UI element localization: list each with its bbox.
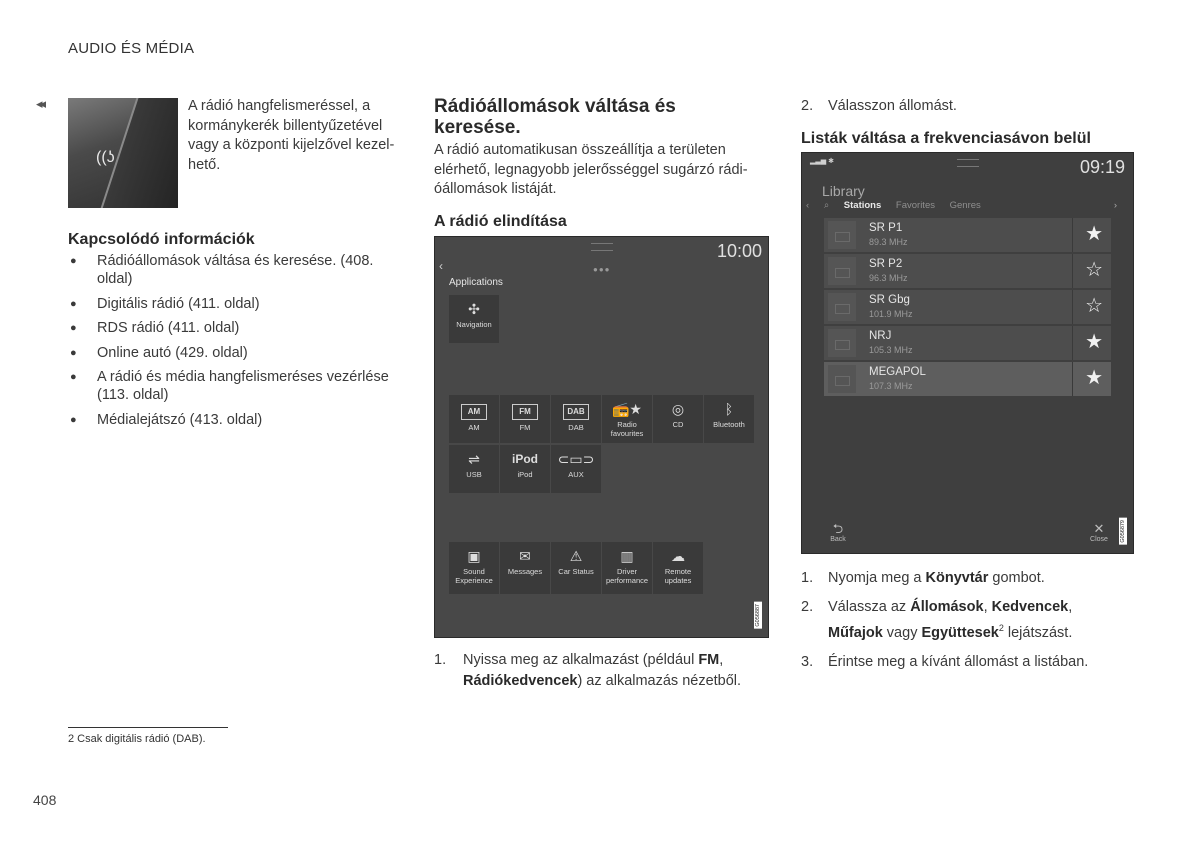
- station-row[interactable]: MEGAPOL 107.3 MHz ★: [824, 362, 1111, 396]
- am-radio-icon: AM: [461, 404, 487, 420]
- app-tile-car-status[interactable]: ⚠ Car Status: [551, 542, 601, 594]
- search-icon[interactable]: ⌕: [823, 200, 830, 211]
- back-button[interactable]: ⮌ Back: [820, 522, 856, 543]
- bullet-icon: ●: [70, 322, 77, 334]
- drag-handle-icon[interactable]: [957, 159, 979, 167]
- figure-code: G056879: [1120, 520, 1126, 543]
- back-arrow-icon: ⮌: [832, 521, 844, 536]
- related-link[interactable]: ● RDS rádió (411. oldal): [70, 320, 240, 336]
- related-link[interactable]: ● A rádió és média hangfelismeréses vezérlése (113. oldal): [70, 369, 389, 403]
- app-tile-ipod[interactable]: iPod iPod: [500, 445, 550, 493]
- app-tile-remote-updates[interactable]: ☁ Remote updates: [653, 542, 703, 594]
- related-info-list: [68, 252, 408, 435]
- step-choose-list: 2. Válassza az Állomások, Kedvencek, Műfajok vagy Együttesek$^2$ lejátszást.: [801, 599, 1073, 641]
- favorite-star-icon[interactable]: ☆: [1085, 295, 1103, 317]
- step-number: 2.: [801, 98, 814, 114]
- page-number: 408: [33, 792, 57, 808]
- step-select-station: 2. Válasszon állomást.: [801, 96, 1131, 117]
- applications-label: Applications: [449, 277, 503, 288]
- station-thumb-icon: [828, 329, 856, 357]
- bar-chart-icon: ▥: [620, 548, 634, 564]
- previous-page-icon[interactable]: ◂◂: [36, 96, 44, 111]
- bullet-icon: ●: [70, 297, 77, 310]
- section-header: AUDIO ÉS MÉDIA: [68, 40, 195, 57]
- app-tile-bluetooth[interactable]: ᛒ Bluetooth: [704, 395, 754, 443]
- station-thumb-icon: [828, 257, 856, 285]
- favorite-star-icon[interactable]: ★: [1085, 223, 1103, 245]
- voice-control-icon: ((ʖ: [96, 149, 115, 166]
- app-tile-radio-favourites[interactable]: 📻★ Radio favourites: [602, 395, 652, 443]
- favorite-star-icon[interactable]: ★: [1085, 367, 1103, 389]
- footnote: 2 Csak digitális rádió (DAB).: [68, 733, 206, 745]
- station-thumb-icon: [828, 365, 856, 393]
- aux-cable-icon: ⊂▭⊃: [557, 451, 595, 467]
- app-tile-usb[interactable]: ⇌ USB: [449, 445, 499, 493]
- tab-favorites[interactable]: Favorites: [895, 200, 935, 211]
- close-icon: ✕: [1093, 521, 1105, 536]
- clock: 09:19: [1079, 157, 1125, 177]
- tab-stations[interactable]: Stations: [843, 200, 882, 211]
- app-tile-sound-experience[interactable]: ▣ Sound Experience: [449, 542, 499, 594]
- figure-code: G056887: [755, 604, 761, 627]
- library-title: Library: [822, 183, 865, 199]
- library-steps: [801, 568, 1131, 681]
- cd-icon: ◎: [671, 401, 685, 417]
- section-body: A rádió automatikusan összeállítja a területen elérhető, legnagyobb jelerősséggel sugárzó rádióállomások listáját.: [434, 142, 748, 197]
- tab-genres[interactable]: Genres: [949, 200, 981, 211]
- library-screenshot: [801, 152, 1134, 554]
- speaker-icon: ▣: [467, 548, 481, 564]
- back-chevron-icon[interactable]: ‹: [439, 259, 443, 273]
- clock: 10:00: [716, 241, 762, 261]
- station-thumb-icon: [828, 293, 856, 321]
- app-tile-cd[interactable]: ◎ CD: [653, 395, 703, 443]
- app-tile-am[interactable]: AM AM: [449, 395, 499, 443]
- app-tile-aux[interactable]: ⊂▭⊃ AUX: [551, 445, 601, 493]
- step-open-app: 1. Nyissa meg az alkalmazást (például FM, Rádiókedvencek) az alkalmazás nézetből.: [434, 652, 742, 689]
- app-tile-messages[interactable]: ✉ Messages: [500, 542, 550, 594]
- bullet-icon: ●: [70, 413, 77, 426]
- ipod-icon: iPod: [512, 452, 538, 466]
- fm-radio-icon: FM: [512, 404, 538, 420]
- section-title: Rádióállomások váltása és keresése.: [434, 96, 676, 138]
- station-row[interactable]: NRJ 105.3 MHz ★: [824, 326, 1111, 360]
- favorite-star-icon[interactable]: ★: [1085, 331, 1103, 353]
- dab-radio-icon: DAB: [563, 404, 589, 420]
- step-number: 1.: [434, 652, 447, 668]
- back-chevron-icon[interactable]: ‹: [806, 200, 810, 211]
- app-view-screenshot: [434, 236, 769, 638]
- page-indicator-icon: ●●●: [593, 265, 611, 274]
- navigation-icon: ✣: [468, 301, 480, 317]
- station-row[interactable]: SR P1 89.3 MHz ★: [824, 218, 1111, 252]
- usb-icon: ⇌: [468, 451, 480, 467]
- library-tabs: [806, 200, 1129, 211]
- footnote-divider: [68, 727, 228, 728]
- related-link[interactable]: ● Online autó (429. oldal): [70, 344, 248, 361]
- step-press-library: 1. Nyomja meg a Könyvtár gombot.: [801, 570, 1045, 586]
- bullet-icon: ●: [70, 346, 77, 359]
- warning-icon: ⚠: [569, 548, 583, 564]
- app-tile-fm[interactable]: FM FM: [500, 395, 550, 443]
- switch-lists-heading: Listák váltása a frekvenciasávon belül: [801, 130, 1091, 147]
- message-icon: ✉: [519, 548, 531, 564]
- forward-chevron-icon[interactable]: ›: [1113, 200, 1117, 211]
- station-thumb-icon: [828, 221, 856, 249]
- step-touch-station: 3. Érintse meg a kívánt állomást a listában.: [801, 653, 1089, 670]
- start-radio-heading: A rádió elindítása: [434, 213, 567, 230]
- related-info-heading: Kapcsolódó információk: [68, 231, 255, 248]
- drag-handle-icon[interactable]: [591, 243, 613, 251]
- app-tile-dab[interactable]: DAB DAB: [551, 395, 601, 443]
- related-link[interactable]: ● Médialejátszó (413. oldal): [70, 411, 263, 428]
- related-link[interactable]: ● Rádióállomások váltása és keresése. (408. oldal): [70, 253, 374, 287]
- station-row[interactable]: SR P2 96.3 MHz ☆: [824, 254, 1111, 288]
- intro-paragraph: A rádió hangfelismeréssel, a kormánykerék billentyűzetével vagy a központi kijelzővel kezelhető.: [188, 98, 395, 173]
- app-tile-driver-performance[interactable]: ▥ Driver performance: [602, 542, 652, 594]
- bullet-icon: ●: [70, 371, 77, 383]
- related-link[interactable]: ● Digitális rádió (411. oldal): [70, 295, 260, 312]
- station-row[interactable]: SR Gbg 101.9 MHz ☆: [824, 290, 1111, 324]
- bluetooth-icon: ᛒ: [724, 401, 734, 417]
- signal-icon: ▂▃▅ ✱: [810, 158, 834, 165]
- radio-star-icon: 📻★: [612, 401, 642, 417]
- app-tile-navigation[interactable]: ✣ Navigation: [449, 295, 499, 343]
- cloud-download-icon: ☁: [671, 548, 685, 564]
- bullet-icon: ●: [70, 255, 77, 267]
- favorite-star-icon[interactable]: ☆: [1085, 259, 1103, 281]
- steering-wheel-photo: [68, 98, 178, 208]
- close-button[interactable]: ✕ Close: [1081, 522, 1117, 543]
